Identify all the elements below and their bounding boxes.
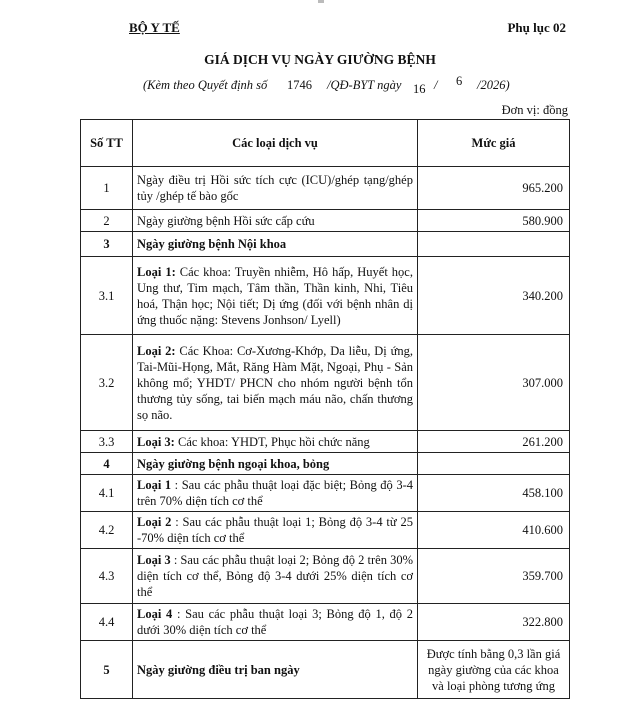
row-stt: 4.3: [81, 549, 133, 604]
row-stt: 4.4: [81, 604, 133, 641]
row-description: Các Khoa: Cơ-Xương-Khớp, Da liễu, Dị ứng, Tai-Mũi-Họng, Mắt, Răng Hàm Mặt, Ngoại, Phụ - Sản không mổ; YHDT/ PHCN cho nhóm người bệnh tổn thương tủy sống, tai biến mạch máu não, chấn thương sọ não.: [137, 343, 413, 422]
row-stt: 4: [81, 453, 133, 475]
row-description: Các khoa: YHDT, Phục hồi chức năng: [174, 434, 370, 449]
row-category-label: Loại 1:: [137, 264, 176, 279]
table-row: [81, 475, 570, 512]
table-row: [81, 210, 570, 232]
row-description: : Sau các phẫu thuật loại 2; Bỏng độ 2 trên 30% diện tích cơ thể, Bỏng độ 3-4 dưới 25% diện tích cơ thể: [137, 553, 413, 599]
row-price: 965.200: [418, 167, 570, 210]
page-top-mark: [318, 0, 324, 3]
header-service: Các loại dịch vụ: [133, 120, 418, 167]
table-row: [81, 431, 570, 453]
table-row: [81, 232, 570, 257]
row-category-label: Loại 2:: [137, 343, 176, 358]
row-service: [133, 512, 418, 549]
row-price: 410.600: [418, 512, 570, 549]
row-stt: 2: [81, 210, 133, 232]
row-description: : Sau các phẫu thuật loại 3; Bỏng độ 1, độ 2 dưới 30% diện tích cơ thể: [137, 607, 413, 637]
row-service: [133, 604, 418, 641]
currency-unit: Đơn vị: đồng: [501, 103, 568, 117]
row-description: : Sau các phẫu thuật loại 1; Bỏng độ 3-4 từ 25 -70% diện tích cơ thể: [137, 515, 414, 545]
row-service: [133, 335, 418, 431]
ministry-name: BỘ Y TẾ: [129, 20, 180, 35]
table-row: [81, 604, 570, 641]
row-stt: 3.2: [81, 335, 133, 431]
row-price: [418, 453, 570, 475]
table-row: [81, 257, 570, 335]
appendix-label: Phụ lục 02: [507, 20, 566, 35]
decision-middle: /QĐ-BYT ngày: [327, 78, 402, 92]
row-service: [133, 257, 418, 335]
row-stt: 4.1: [81, 475, 133, 512]
document-title: GIÁ DỊCH VỤ NGÀY GIƯỜNG BỆNH: [204, 52, 436, 67]
header-stt: Số TT: [81, 120, 133, 167]
row-service: [133, 549, 418, 604]
row-service: [133, 431, 418, 453]
row-price: 359.700: [418, 549, 570, 604]
row-service: Ngày giường bệnh ngoại khoa, bỏng: [133, 453, 418, 475]
row-price-note: Được tính bằng 0,3 lần giá ngày giường của các khoa và loại phòng tương ứng: [418, 641, 570, 699]
row-service: Ngày điều trị Hồi sức tích cực (ICU)/ghép tạng/ghép tủy /ghép tế bào gốc: [133, 167, 418, 210]
table-row: [81, 453, 570, 475]
row-price: 340.200: [418, 257, 570, 335]
row-category-label: Loại 1: [137, 478, 172, 492]
price-table: [80, 119, 570, 699]
row-category-label: Loại 4: [137, 607, 173, 621]
table-row: [81, 641, 570, 699]
table-row: [81, 167, 570, 210]
row-price: 307.000: [418, 335, 570, 431]
row-stt: 5: [81, 641, 133, 699]
row-price: 261.200: [418, 431, 570, 453]
row-category-label: Loại 3: [137, 553, 171, 567]
row-price: 322.800: [418, 604, 570, 641]
row-category-label: Loại 2: [137, 515, 172, 529]
decision-number: 1746: [287, 78, 312, 92]
row-stt: 3.1: [81, 257, 133, 335]
decision-slash: /: [434, 78, 438, 92]
table-row: [81, 512, 570, 549]
row-service: [133, 475, 418, 512]
row-price: 580.900: [418, 210, 570, 232]
row-stt: 4.2: [81, 512, 133, 549]
decision-year: /2026): [477, 78, 510, 92]
table-header-row: [81, 120, 570, 167]
decision-lead: (Kèm theo Quyết định số: [143, 78, 268, 92]
header-price: Mức giá: [418, 120, 570, 167]
row-price: 458.100: [418, 475, 570, 512]
row-stt: 3: [81, 232, 133, 257]
row-description: Các khoa: Truyền nhiễm, Hô hấp, Huyết học, Ung thư, Tim mạch, Tâm thần, Thần kinh, Nhi, Tiêu hoá, Thận học; Nội tiết; Dị ứng (đối với bệnh nhân dị ứng thuốc nặng: Stevens Jonhson/ Lyell): [137, 264, 413, 327]
row-category-label: Loại 3:: [137, 434, 175, 449]
row-service: Ngày giường bệnh Nội khoa: [133, 232, 418, 257]
row-stt: 3.3: [81, 431, 133, 453]
row-price: [418, 232, 570, 257]
row-service: Ngày giường bệnh Hồi sức cấp cứu: [133, 210, 418, 232]
row-description: : Sau các phẫu thuật loại đặc biệt; Bỏng độ 3-4 trên 70% diện tích cơ thể: [137, 478, 413, 508]
table-row: [81, 335, 570, 431]
row-stt: 1: [81, 167, 133, 210]
decision-month: 6: [456, 74, 463, 88]
table-row: [81, 549, 570, 604]
decision-day: 16: [413, 82, 426, 96]
row-service: Ngày giường điều trị ban ngày: [133, 641, 418, 699]
